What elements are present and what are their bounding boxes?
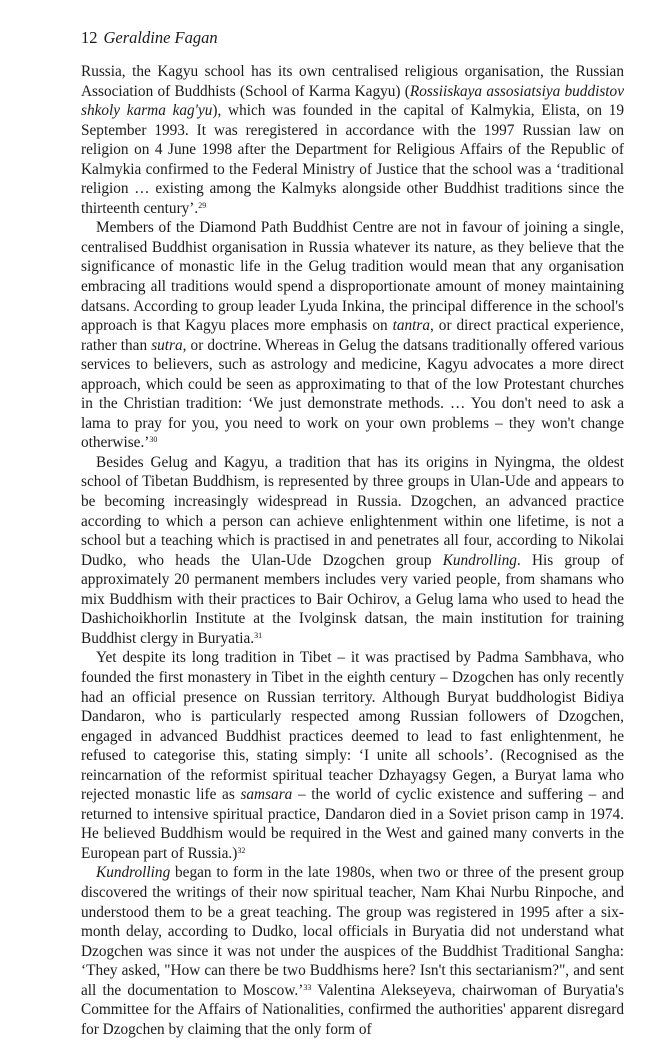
body-text bbox=[81, 62, 624, 1039]
italic-term: Kundrolling bbox=[96, 864, 171, 882]
italic-term: Rossiiskaya assosiatsiya buddistov shkoly karma kag'yu bbox=[81, 82, 624, 120]
text-run: Russia, the Kagyu school has its own centralised religious organisation, the Russian Association of Buddhists (School of Karma Kagyu) ( bbox=[81, 63, 624, 100]
text-run: , or direct practical experience, rather than bbox=[81, 317, 624, 354]
text-run: , or doctrine. Whereas in Gelug the datsans traditionally offered various services to believers, such as astrology and medicine, Kagyu advocates a more direct approach, which could be seen as approximating to that of the low Protestant churches in the Christian tradition: ‘We just demonstrate methods. … You don't need to ask a lama to pray for you, you need to work on your own problems – they won't change otherwise.’ bbox=[81, 336, 624, 452]
paragraph-5 bbox=[81, 863, 624, 1039]
text-run: – the world of cyclic existence and suffering – and returned to intensive spiritual practice, Dandaron died in a Soviet prison camp in 1974. He believed Buddhism would be required in the West and gained many converts in the European part of Russia.) bbox=[81, 786, 624, 862]
paragraph-4 bbox=[81, 648, 624, 863]
paragraph-2 bbox=[81, 218, 624, 453]
footnote-ref: 30 bbox=[149, 435, 158, 445]
footnote-ref: 32 bbox=[237, 845, 246, 855]
text-run: Members of the Diamond Path Buddhist Centre are not in favour of joining a single, centralised Buddhist organisation in Russia whatever its nature, as they believe that the significance of monastic life in the Gelug tradition would mean that any organisation embracing all traditions would spend a disproportionate amount of money maintaining datsans. According to group leader Lyuda Inkina, the principal difference in the school's approach is that Kagyu places more emphasis on bbox=[81, 219, 624, 335]
paragraph-3 bbox=[81, 453, 624, 648]
italic-term: tantra bbox=[392, 317, 431, 335]
text-run: Yet despite its long tradition in Tibet – it was practised by Padma Sambhava, who founded the first monastery in Tibet in the eighth century – Dzogchen has only recently had an official presence on Russian territory. Although Buryat buddhologist Bidiya Dandaron, who is particularly respected among Russian followers of Dzogchen, engaged in advanced Buddhist practices deemed to lead to fast enlightenment, he refused to categorise this, stating simply: ‘I unite all schools’. (Recognised as the reincarnation of the reformist spiritual teacher Dzhayagsy Gegen, a Buryat lama who rejected monastic life as bbox=[81, 649, 624, 804]
italic-term: sutra bbox=[151, 336, 183, 354]
running-head-author: Geraldine Fagan bbox=[103, 28, 218, 47]
text-run: Besides Gelug and Kagyu, a tradition that has its origins in Nyingma, the oldest school of Tibetan Buddhism, is represented by three groups in Ulan-Ude and appears to be becoming increasingly widespread in Russia. Dzogchen, an advanced practice according to which a person can achieve enlightenment within one lifetime, is not a school but a teaching which is practised in and penetrates all four, according to Nikolai Dudko, who heads the Ulan-Ude Dzogchen group bbox=[81, 453, 624, 569]
footnote-ref: 31 bbox=[254, 630, 263, 640]
text-run: began to form in the late 1980s, when two or three of the present group discovered the writings of their now spiritual teacher, Nam Khai Nurbu Rinpoche, and understood them to be a great teaching. The group was registered in 1995 after a six-month delay, according to Dudko, local officials in Buryatia did not understand what Dzogchen was since it was not under the auspices of the Buddhist Traditional Sangha: ‘They asked, "How can there be two Buddhisms here? Isn't this sectarianism?", and sent all the documentation to Moscow.’ bbox=[81, 864, 624, 999]
italic-term: samsara bbox=[240, 786, 293, 804]
paragraph-1 bbox=[81, 62, 624, 218]
footnote-ref: 29 bbox=[198, 200, 207, 210]
text-run: . His group of approximately 20 permanent members includes very varied people, from shamans who mix Buddhism with their practices to Bair Ochirov, a Gelug lama who used to head the Dashichoikhorlin Institute at the Ivolginsk datsan, the main institution for training Buddhist clergy in Buryatia. bbox=[81, 551, 625, 647]
running-head bbox=[81, 28, 218, 48]
page-number: 12 bbox=[81, 28, 98, 47]
footnote-ref: 33 bbox=[303, 982, 312, 992]
text-run: ), which was founded in the capital of Kalmykia, Elista, on 19 September 1993. It was reregistered in accordance with the 1997 Russian law on religion on 4 June 1998 after the Department for Religious Affairs of the Republic of Kalmykia confirmed to the Federal Ministry of Justice that the school was a ‘traditional religion … existing among the Kalmyks alongside other Buddhist traditions since the thirteenth century’. bbox=[81, 102, 625, 217]
text-run: Valentina Alekseyeva, chairwoman of Buryatia's Committee for the Affairs of Nationalities, confirmed the authorities' apparent disregard for Dzogchen by claiming that the only form of bbox=[81, 981, 624, 1038]
italic-term: Kundrolling bbox=[442, 551, 517, 569]
